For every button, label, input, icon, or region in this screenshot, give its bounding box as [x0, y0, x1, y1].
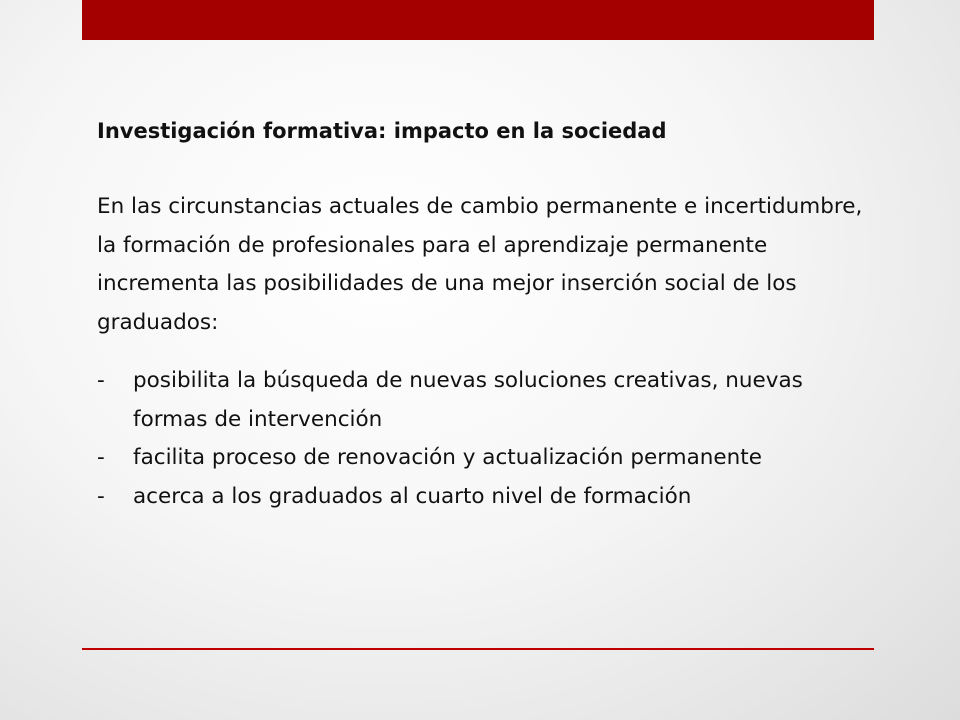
bottom-rule — [82, 648, 874, 650]
top-accent-bar — [82, 0, 874, 40]
list-item — [97, 362, 877, 439]
bullet-dash: - — [97, 368, 105, 393]
bullet-dash: - — [97, 483, 105, 509]
list-item — [97, 478, 877, 517]
bullet-text: facilita proceso de renovación y actualización permanente — [133, 445, 762, 470]
list-item — [97, 439, 877, 478]
intro-paragraph: En las circunstancias actuales de cambio permanente e incertidumbre, la formación de profesionales para el aprendizaje permanente incrementa las posibilidades de una mejor inserción social de los graduados: — [97, 194, 863, 335]
slide-title: Investigación formativa: impacto en la sociedad — [97, 119, 667, 143]
bullet-dash: - — [97, 445, 105, 470]
slide-content — [97, 113, 877, 516]
bullet-text: posibilita la búsqueda de nuevas soluciones creativas, nuevas formas de intervención — [133, 368, 803, 432]
bullet-text: acerca a los graduados al cuarto nivel de formación — [133, 483, 692, 509]
bullet-list — [97, 362, 877, 516]
